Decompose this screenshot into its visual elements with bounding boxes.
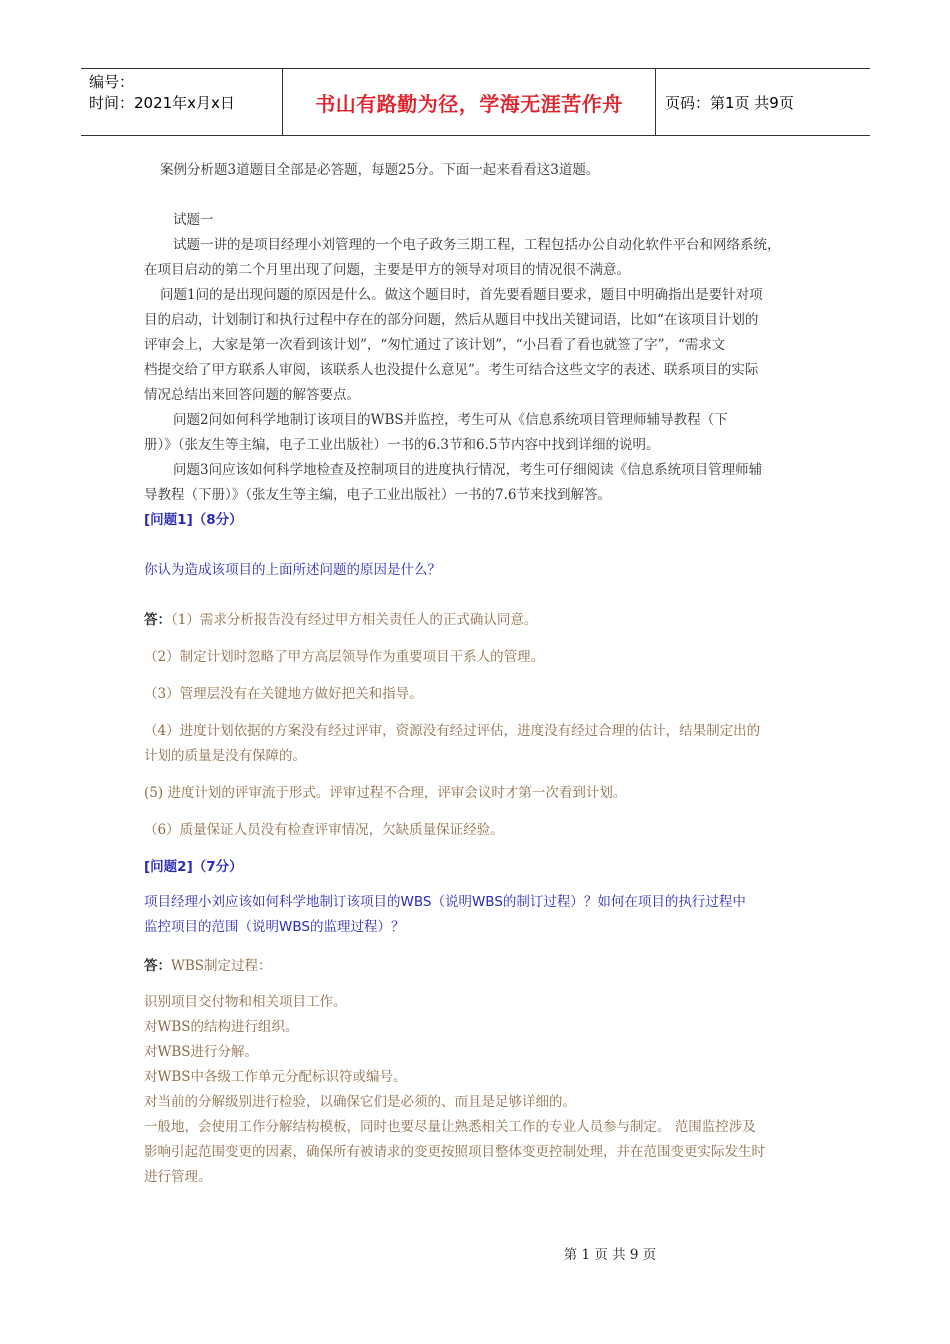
answer1-item6: （6）质量保证人员没有检查评审情况，欠缺质量保证经验。 bbox=[144, 822, 504, 838]
answer1-item4-line2: 计划的质量是没有保障的。 bbox=[144, 748, 306, 764]
answer1-item2: （2）制定计划时忽略了甲方高层领导作为重要项目干系人的管理。 bbox=[144, 649, 545, 665]
question1-text: 你认为造成该项目的上面所述问题的原因是什么？ bbox=[144, 562, 441, 578]
answer2-note-line1: 一般地，会使用工作分解结构模板，同时也要尽量让熟悉相关工作的专业人员参与制定。 范围监控涉及 bbox=[144, 1119, 756, 1135]
para3-line2: 册）》（张友生等主编，电子工业出版社）一书的6.3节和6.5节内容中找到详细的说明。 bbox=[144, 437, 660, 453]
answer2-step5: 对当前的分解级别进行检验，以确保它们是必须的、而且是足够详细的。 bbox=[144, 1094, 576, 1110]
answer2-step3: 对WBS进行分解。 bbox=[144, 1044, 259, 1060]
answer2-label: 答： bbox=[144, 958, 171, 974]
para2-line1: 问题1问的是出现问题的原因是什么。做这个题目时，首先要看题目要求，题目中明确指出是要针对项 bbox=[160, 287, 763, 303]
question2-line2: 监控项目的范围（说明WBS的监理过程）？ bbox=[144, 919, 405, 935]
para1-line2: 在项目启动的第二个月里出现了问题，主要是甲方的领导对项目的情况很不满意。 bbox=[144, 262, 630, 278]
para2-line2: 目的启动，计划制订和执行过程中存在的部分问题，然后从题目中找出关键词语，比如“在该项目计划的 bbox=[144, 312, 759, 328]
header-meta bbox=[81, 69, 282, 135]
intro-text: 案例分析题3道题目全部是必答题，每题25分。下面一起来看看这3道题。 bbox=[160, 162, 600, 178]
header-motto bbox=[282, 69, 656, 135]
date-label: 时间：2021年x月x日 bbox=[89, 94, 235, 112]
answer2-head bbox=[144, 954, 816, 979]
para3-line1: 问题2问如何科学地制订该项目的WBS并监控，考生可从《信息系统项目管理师辅导教程（下 bbox=[173, 412, 728, 428]
question2-label: [问题2]（7分） bbox=[144, 859, 243, 875]
para2-line5: 情况总结出来回答问题的解答要点。 bbox=[144, 387, 360, 403]
answer2-head-text: WBS制定过程： bbox=[171, 958, 272, 974]
para1-line1: 试题一讲的是项目经理小刘管理的一个电子政务三期工程，工程包括办公自动化软件平台和网络系统， bbox=[173, 237, 781, 253]
answer1-item5: (5) 进度计划的评审流于形式。评审过程不合理，评审会议时才第一次看到计划。 bbox=[144, 785, 627, 801]
question1-label: [问题1]（8分） bbox=[144, 512, 243, 528]
para2-line4: 档提交给了甲方联系人审阅，该联系人也没提什么意见”。考生可结合这些文字的表述、联系项目的实际 bbox=[144, 362, 759, 378]
motto-text: 书山有路勤为径，学海无涯苦作舟 bbox=[315, 91, 623, 116]
answer2-step2: 对WBS的结构进行组织。 bbox=[144, 1019, 299, 1035]
answer2-note-line2: 影响引起范围变更的因素，确保所有被请求的变更按照项目整体变更控制处理，并在范围变更实际发生时 bbox=[144, 1144, 765, 1160]
answer2-note-line3: 进行管理。 bbox=[144, 1169, 212, 1185]
answer1-item1 bbox=[144, 608, 816, 633]
answer1-item1-text: （1）需求分析报告没有经过甲方相关责任人的正式确认同意。 bbox=[171, 612, 538, 628]
answer2-step1: 识别项目交付物和相关项目工作。 bbox=[144, 994, 347, 1010]
answer1-label: 答： bbox=[144, 612, 171, 628]
para4-line2: 导教程（下册）》（张友生等主编，电子工业出版社）一书的7.6节来找到解答。 bbox=[144, 487, 611, 503]
page-footer bbox=[0, 1243, 950, 1263]
answer2-step4: 对WBS中各级工作单元分配标识符或编号。 bbox=[144, 1069, 407, 1085]
number-label: 编号： bbox=[89, 73, 135, 91]
para4-line1: 问题3问应该如何科学地检查及控制项目的进度执行情况，考生可仔细阅读《信息系统项目管理师辅 bbox=[173, 462, 763, 478]
footer-page-number: 第 1 页 共 9 页 bbox=[563, 1247, 657, 1263]
section-title: 试题一 bbox=[173, 212, 214, 228]
answer1-item4-line1: （4）进度计划依据的方案没有经过评审，资源没有经过评估，进度没有经过合理的估计，结果制定出的 bbox=[144, 723, 761, 739]
page-header bbox=[81, 68, 870, 136]
answer1-item3: （3）管理层没有在关键地方做好把关和指导。 bbox=[144, 686, 423, 702]
para2-line3: 评审会上，大家是第一次看到该计划”，“匆忙通过了该计划”，“小吕看了看也就签了字”，“需求文 bbox=[144, 337, 726, 353]
question2-line1: 项目经理小刘应该如何科学地制订该项目的WBS（说明WBS的制订过程）？如何在项目的执行过程中 bbox=[144, 894, 746, 910]
header-page-info: 页码：第1页 共9页 bbox=[665, 93, 794, 112]
